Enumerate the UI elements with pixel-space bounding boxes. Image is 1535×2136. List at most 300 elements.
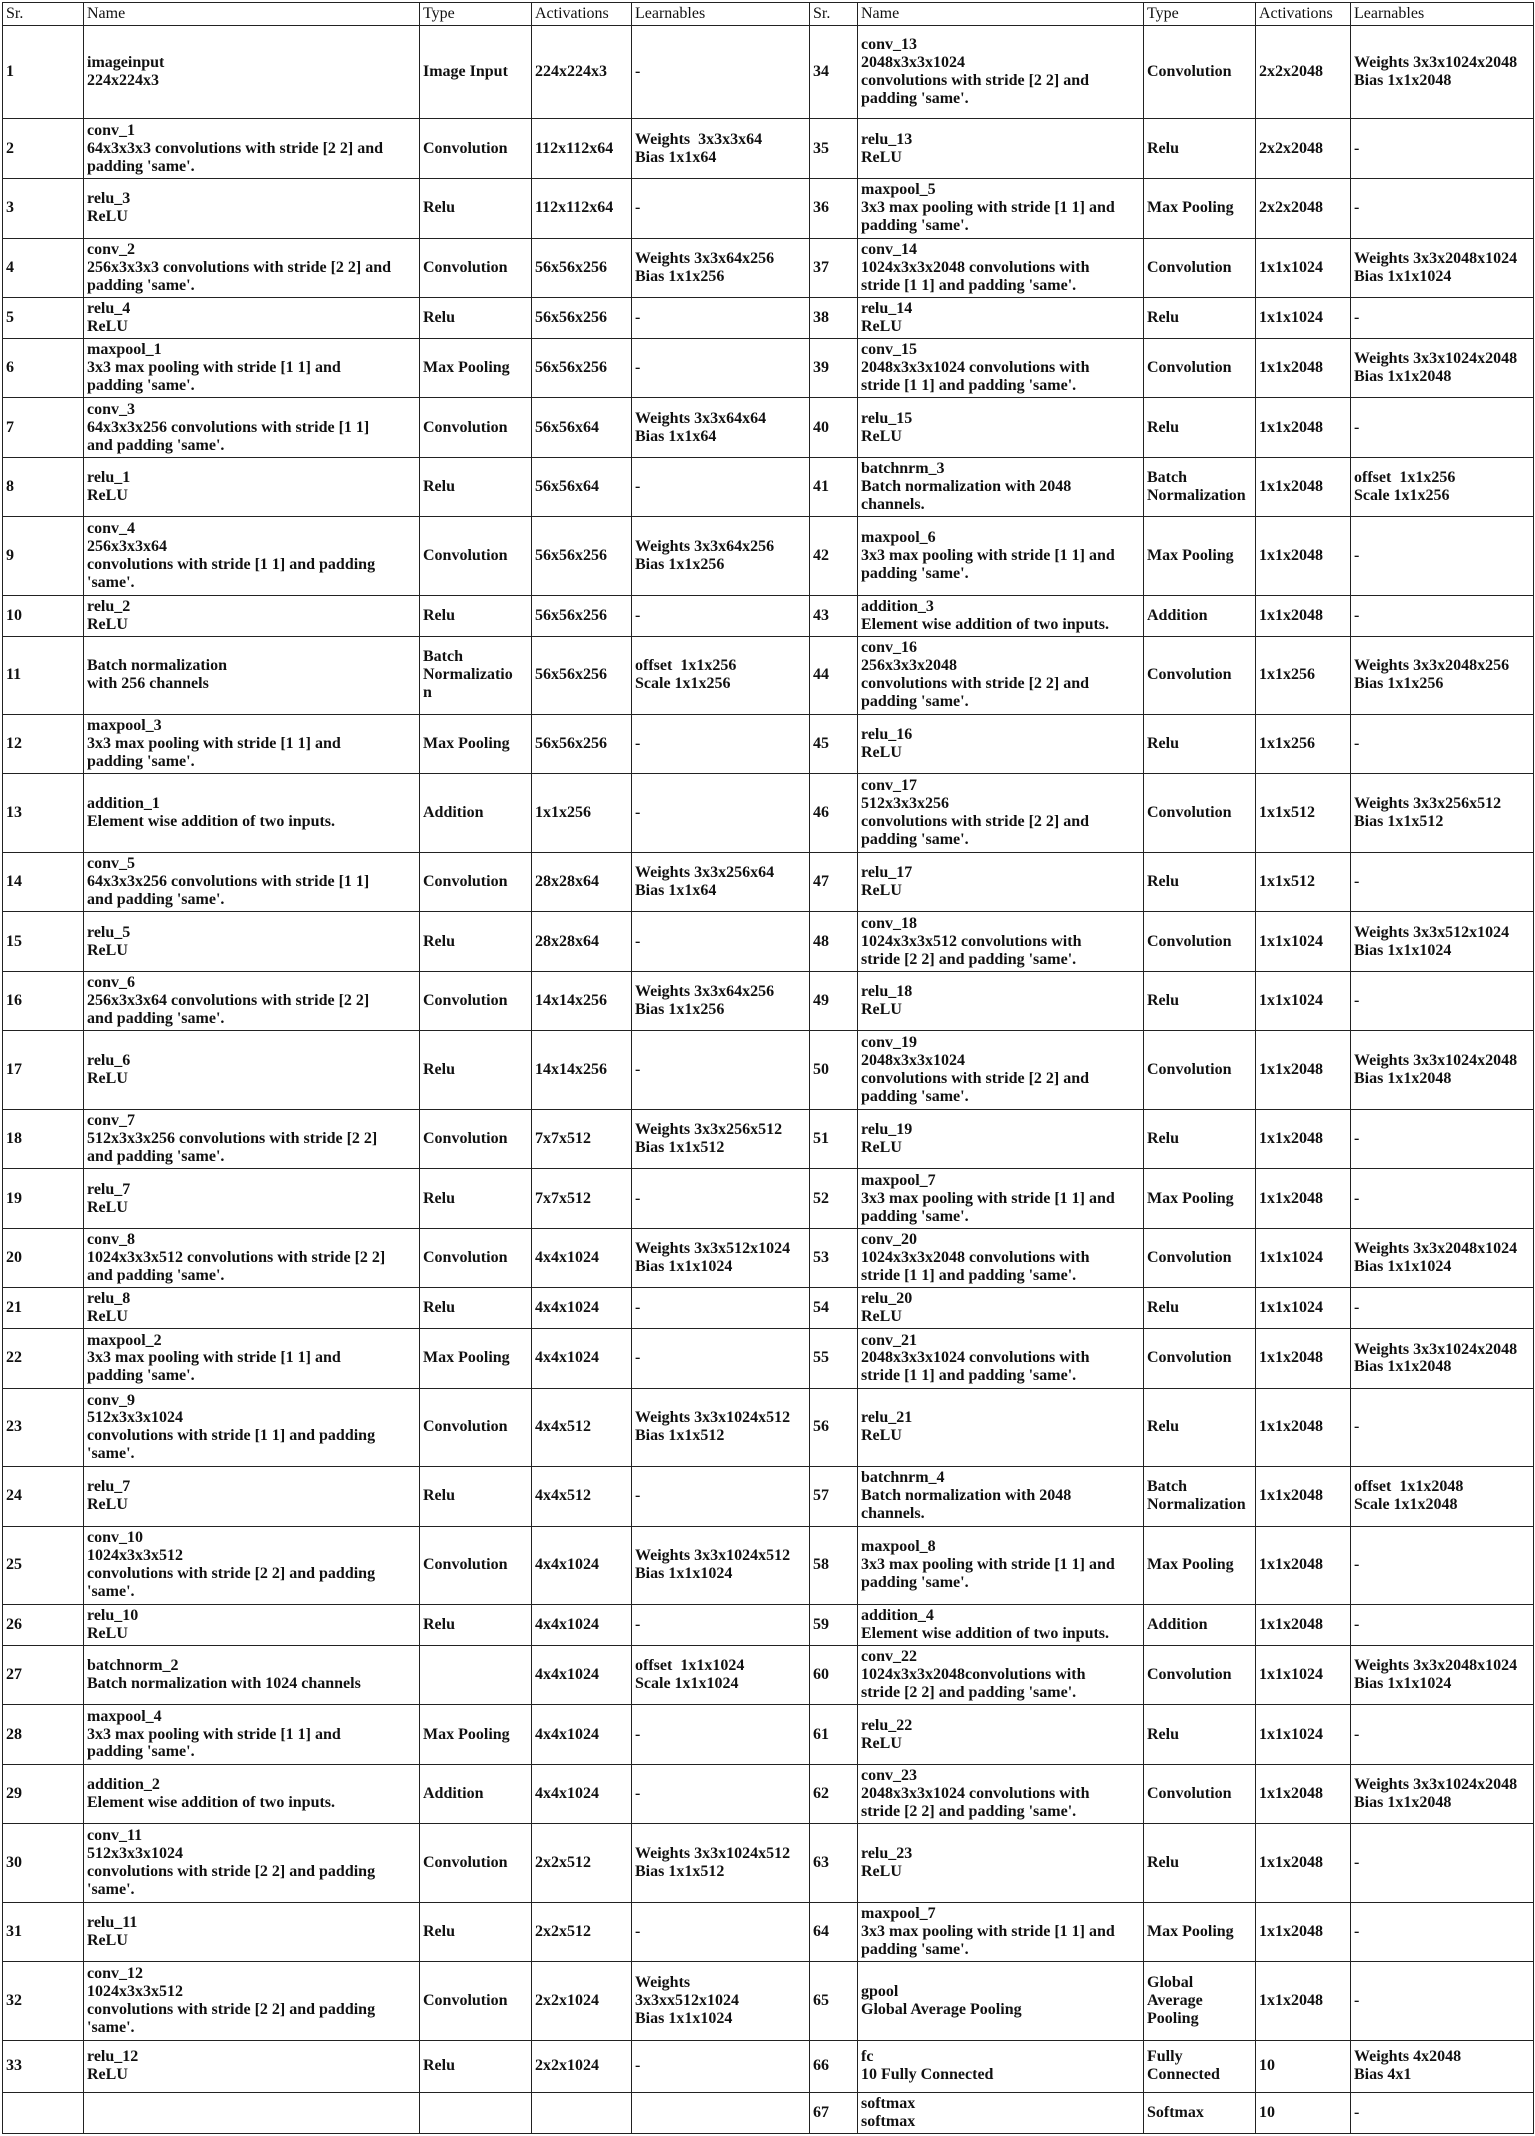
- cell-line: Relu: [423, 606, 455, 624]
- table-row: [3, 1604, 1534, 1645]
- cell-line: Relu: [1147, 139, 1179, 157]
- name-cell: [84, 852, 420, 912]
- cell-line: -: [1354, 873, 1360, 891]
- cell-line: Max Pooling: [1147, 547, 1234, 565]
- cell-line: conv_6: [87, 974, 135, 992]
- activations-cell: 56x56x256: [532, 595, 632, 636]
- cell-line: padding 'same'.: [861, 90, 969, 108]
- cell-line: Convolution: [423, 418, 508, 436]
- sr-cell: 39: [810, 338, 858, 398]
- table-row: [3, 1388, 1534, 1466]
- cell-line: Image Input: [423, 63, 508, 81]
- learnables-cell: [632, 852, 810, 912]
- cell-line: Relu: [423, 1923, 455, 1940]
- cell-line: and padding 'same'.: [87, 1010, 225, 1028]
- cell-line: -: [1354, 1991, 1360, 2009]
- cell-line: padding 'same'.: [861, 1940, 969, 1958]
- type-cell: [420, 457, 532, 517]
- name-cell: [84, 1604, 420, 1645]
- name-cell: [84, 338, 420, 398]
- cell-line: Weights 3x3x1024x512: [635, 1845, 791, 1863]
- cell-line: relu_10: [87, 1606, 139, 1624]
- activations-cell: 1x1x2048: [1256, 1604, 1351, 1645]
- cell-line: softmax: [861, 2095, 916, 2113]
- activations-cell: 56x56x256: [532, 238, 632, 298]
- type-cell: [1144, 1645, 1256, 1705]
- cell-line: conv_14: [861, 240, 917, 258]
- cell-line: Bias 1x1x1024: [1354, 267, 1452, 285]
- table-row: [3, 912, 1534, 972]
- cell-line: Convolution: [423, 547, 508, 565]
- cell-line: Addition: [423, 804, 484, 822]
- activations-cell: 2x2x1024: [532, 1962, 632, 2040]
- type-cell: [420, 398, 532, 458]
- cell-line: 1024x3x3x2048 convolutions with: [861, 258, 1090, 276]
- sr-cell: 16: [3, 971, 84, 1031]
- cell-line: Element wise addition of two inputs.: [861, 615, 1110, 633]
- cell-line: Average: [1147, 1991, 1203, 2009]
- cell-line: -: [635, 804, 641, 822]
- cell-line: ReLU: [87, 1070, 128, 1088]
- cell-line: 64x3x3x256 convolutions with stride [1 1]: [87, 418, 370, 436]
- cell-line: -: [1354, 735, 1360, 753]
- activations-cell: 1x1x2048: [1256, 457, 1351, 517]
- name-cell: [858, 1764, 1144, 1824]
- name-cell: [858, 298, 1144, 339]
- name-cell: [858, 595, 1144, 636]
- cell-line: offset 1x1x2048: [1354, 1478, 1464, 1496]
- cell-line: padding 'same'.: [87, 276, 195, 294]
- cell-line: Weights 3x3x64x256: [635, 538, 775, 556]
- activations-cell: 4x4x1024: [532, 1329, 632, 1389]
- name-cell: [84, 26, 420, 119]
- cell-line: 'same'.: [87, 2018, 135, 2036]
- cell-line: convolutions with stride [2 2] and: [861, 813, 1090, 831]
- type-cell: [420, 119, 532, 179]
- activations-cell: 4x4x1024: [532, 1645, 632, 1705]
- cell-line: ReLU: [861, 148, 902, 166]
- sr-cell: 24: [3, 1467, 84, 1527]
- cell-line: Weights 3x3x1024x512: [635, 1547, 791, 1565]
- type-cell: [420, 1109, 532, 1169]
- cell-line: stride [2 2] and padding 'same'.: [861, 950, 1077, 968]
- name-cell: [858, 1169, 1144, 1229]
- sr-cell: 22: [3, 1329, 84, 1389]
- sr-cell: 63: [810, 1824, 858, 1902]
- table-row: [3, 774, 1534, 852]
- table-row: [3, 1467, 1534, 1527]
- cell-line: maxpool_6: [861, 529, 936, 547]
- cell-line: Convolution: [423, 1556, 508, 1574]
- name-cell: [84, 1388, 420, 1466]
- activations-cell: 10: [1256, 2040, 1351, 2092]
- cell-line: relu_11: [87, 1914, 138, 1932]
- cell-line: Weights 3x3x64x64: [635, 409, 767, 427]
- activations-cell: 112x112x64: [532, 119, 632, 179]
- cell-line: padding 'same'.: [861, 217, 969, 235]
- sr-cell: 23: [3, 1388, 84, 1466]
- learnables-cell: [1351, 912, 1534, 972]
- activations-cell: 4x4x512: [532, 1388, 632, 1466]
- cell-line: Relu: [1147, 1854, 1179, 1872]
- cell-line: -: [635, 1615, 641, 1633]
- name-cell: [858, 1388, 1144, 1466]
- type-cell: [1144, 1228, 1256, 1288]
- cell-line: convolutions with stride [2 2] and: [861, 675, 1090, 693]
- activations-cell: 1x1x2048: [1256, 595, 1351, 636]
- table-row: [3, 1031, 1534, 1109]
- cell-line: padding 'same'.: [861, 1088, 969, 1106]
- type-cell: [1144, 971, 1256, 1031]
- cell-line: and padding 'same'.: [87, 891, 225, 909]
- activations-cell: 56x56x64: [532, 398, 632, 458]
- sr-cell: 55: [810, 1329, 858, 1389]
- name-cell: [858, 1645, 1144, 1705]
- sr-cell: 50: [810, 1031, 858, 1109]
- type-cell: [420, 912, 532, 972]
- sr-cell: 11: [3, 636, 84, 714]
- activations-cell: 1x1x256: [1256, 636, 1351, 714]
- cell-line: -: [1354, 1556, 1360, 1574]
- cell-line: Weights 3x3x1024x2048: [1354, 1340, 1518, 1358]
- sr-cell: 61: [810, 1705, 858, 1765]
- cell-line: Convolution: [423, 1249, 508, 1267]
- type-cell: [1144, 595, 1256, 636]
- name-cell: [858, 1705, 1144, 1765]
- activations-cell: 4x4x1024: [532, 1604, 632, 1645]
- header-type: Type: [1144, 3, 1256, 26]
- layers-table: [2, 2, 1534, 2134]
- learnables-cell: [1351, 457, 1534, 517]
- learnables-cell: [1351, 238, 1534, 298]
- type-cell: [420, 1902, 532, 1962]
- cell-line: convolutions with stride [2 2] and padding: [87, 1565, 376, 1583]
- learnables-cell: [1351, 1764, 1534, 1824]
- activations-cell: 1x1x2048: [1256, 1764, 1351, 1824]
- learnables-cell: [632, 178, 810, 238]
- type-cell: [420, 26, 532, 119]
- table-row: [3, 457, 1534, 517]
- cell-line: Convolution: [423, 139, 508, 157]
- cell-line: relu_22: [861, 1716, 913, 1734]
- table-row: [3, 178, 1534, 238]
- cell-line: Batch normalization with 2048: [861, 478, 1072, 496]
- name-cell: [858, 1902, 1144, 1962]
- cell-line: stride [1 1] and padding 'same'.: [861, 1367, 1077, 1385]
- type-cell: [1144, 714, 1256, 774]
- name-cell: [84, 298, 420, 339]
- cell-line: ReLU: [87, 1931, 128, 1949]
- cell-line: Convolution: [423, 992, 508, 1010]
- cell-line: 1024x3x3x512 convolutions with stride [2 2]: [87, 1249, 386, 1267]
- cell-line: 'same'.: [87, 1445, 135, 1463]
- learnables-cell: [632, 912, 810, 972]
- name-cell: [84, 457, 420, 517]
- cell-line: 2048x3x3x1024: [861, 1052, 965, 1070]
- cell-line: conv_1: [87, 121, 135, 139]
- type-cell: [1144, 178, 1256, 238]
- cell-line: relu_21: [861, 1409, 913, 1427]
- cell-line: -: [1354, 1189, 1360, 1207]
- cell-line: ReLU: [861, 882, 902, 900]
- cell-line: -: [1354, 1725, 1360, 1743]
- activations-cell: 1x1x1024: [1256, 971, 1351, 1031]
- cell-line: -: [1354, 1615, 1360, 1633]
- cell-line: channels.: [861, 1505, 925, 1523]
- table-row: [3, 119, 1534, 179]
- activations-cell: 14x14x256: [532, 1031, 632, 1109]
- header-sr: Sr.: [810, 3, 858, 26]
- cell-line: ReLU: [861, 1427, 902, 1445]
- cell-line: Convolution: [423, 1418, 508, 1436]
- cell-line: relu_17: [861, 864, 913, 882]
- header-learnables: Learnables: [632, 3, 810, 26]
- type-cell: [420, 595, 532, 636]
- cell-line: convolutions with stride [2 2] and: [861, 72, 1090, 90]
- cell-line: convolutions with stride [1 1] and padding: [87, 556, 376, 574]
- name-cell: [858, 1228, 1144, 1288]
- cell-line: conv_4: [87, 520, 135, 538]
- name-cell: [84, 1288, 420, 1329]
- name-cell: [858, 26, 1144, 119]
- type-cell: [420, 338, 532, 398]
- cell-line: Bias 1x1x1024: [1354, 1674, 1452, 1692]
- activations-cell: 56x56x256: [532, 714, 632, 774]
- activations-cell: 2x2x2048: [1256, 119, 1351, 179]
- cell-line: Relu: [1147, 1299, 1179, 1317]
- cell-line: Batch: [1147, 1478, 1187, 1496]
- cell-line: Relu: [423, 932, 455, 950]
- cell-line: Weights 3x3x512x1024: [635, 1240, 791, 1258]
- cell-line: Scale 1x1x256: [1354, 487, 1450, 505]
- cell-line: -: [635, 932, 641, 950]
- table-row: [3, 2040, 1534, 2092]
- cell-line: -: [635, 2057, 641, 2075]
- cell-line: relu_7: [87, 1180, 131, 1198]
- cell-line: ReLU: [87, 1496, 128, 1514]
- cell-line: convolutions with stride [2 2] and padding: [87, 2000, 376, 2018]
- learnables-cell: [1351, 595, 1534, 636]
- activations-cell: 2x2x1024: [532, 2040, 632, 2092]
- activations-cell: 1x1x2048: [1256, 1824, 1351, 1902]
- learnables-cell: [1351, 1824, 1534, 1902]
- type-cell: [1144, 1031, 1256, 1109]
- cell-line: with 256 channels: [87, 675, 209, 693]
- activations-cell: 4x4x1024: [532, 1705, 632, 1765]
- table-row: [3, 1169, 1534, 1229]
- sr-cell: 33: [3, 2040, 84, 2092]
- cell-line: Bias 1x1x512: [635, 1863, 725, 1881]
- cell-line: maxpool_3: [87, 717, 162, 735]
- type-cell: [1144, 1109, 1256, 1169]
- activations-cell: 4x4x1024: [532, 1526, 632, 1604]
- cell-line: Weights 3x3x3x64: [635, 130, 763, 148]
- cell-line: padding 'same'.: [87, 377, 195, 395]
- cell-line: Relu: [1147, 1130, 1179, 1148]
- cell-line: relu_20: [861, 1290, 913, 1308]
- cell-line: stride [1 1] and padding 'same'.: [861, 1267, 1077, 1285]
- sr-cell: 21: [3, 1288, 84, 1329]
- cell-line: Batch normalization with 2048: [861, 1487, 1072, 1505]
- sr-cell: 9: [3, 517, 84, 595]
- name-cell: [84, 971, 420, 1031]
- activations-cell: 56x56x256: [532, 298, 632, 339]
- cell-line: stride [1 1] and padding 'same'.: [861, 377, 1077, 395]
- sr-cell: 14: [3, 852, 84, 912]
- cell-line: Weights 3x3x2048x256: [1354, 657, 1510, 675]
- cell-line: relu_14: [861, 300, 913, 318]
- cell-line: 512x3x3x1024: [87, 1409, 183, 1427]
- cell-line: maxpool_7: [861, 1905, 936, 1923]
- cell-line: -: [635, 1299, 641, 1317]
- learnables-cell: [1351, 1169, 1534, 1229]
- activations-cell: 7x7x512: [532, 1109, 632, 1169]
- cell-line: Weights 3x3x256x64: [635, 864, 775, 882]
- cell-line: offset 1x1x256: [1354, 469, 1456, 487]
- learnables-cell: [1351, 398, 1534, 458]
- activations-cell: 2x2x512: [532, 1824, 632, 1902]
- cell-line: relu_15: [861, 409, 913, 427]
- cell-line: maxpool_7: [861, 1171, 936, 1189]
- cell-line: fc: [861, 2048, 874, 2066]
- cell-line: Relu: [423, 1061, 455, 1079]
- table-row: [3, 1228, 1534, 1288]
- cell-line: 3x3 max pooling with stride [1 1] and: [861, 199, 1115, 217]
- learnables-cell: [1351, 1467, 1534, 1527]
- cell-line: Bias 1x1x64: [635, 427, 717, 445]
- sr-cell: 53: [810, 1228, 858, 1288]
- cell-line: -: [1354, 547, 1360, 565]
- cell-line: Bias 1x1x2048: [1354, 1794, 1452, 1812]
- cell-line: 3x3 max pooling with stride [1 1] and: [87, 1725, 341, 1743]
- cell-line: batchnrm_3: [861, 460, 945, 478]
- activations-cell: [532, 2093, 632, 2134]
- learnables-cell: [1351, 1705, 1534, 1765]
- cell-line: Relu: [1147, 1725, 1179, 1743]
- table-row: [3, 398, 1534, 458]
- type-cell: [1144, 1902, 1256, 1962]
- name-cell: [84, 1169, 420, 1229]
- name-cell: [84, 1228, 420, 1288]
- name-cell: [858, 2040, 1144, 2092]
- learnables-cell: [632, 774, 810, 852]
- type-cell: [420, 517, 532, 595]
- activations-cell: 1x1x1024: [1256, 238, 1351, 298]
- sr-cell: 66: [810, 2040, 858, 2092]
- sr-cell: 1: [3, 26, 84, 119]
- sr-cell: 10: [3, 595, 84, 636]
- cell-line: Convolution: [423, 1991, 508, 2009]
- sr-cell: 15: [3, 912, 84, 972]
- cell-line: Element wise addition of two inputs.: [87, 1794, 336, 1812]
- cell-line: 256x3x3x2048: [861, 657, 957, 675]
- sr-cell: 18: [3, 1109, 84, 1169]
- cell-line: Relu: [423, 309, 455, 326]
- type-cell: [1144, 1604, 1256, 1645]
- sr-cell: 35: [810, 119, 858, 179]
- name-cell: [858, 1962, 1144, 2040]
- sr-cell: 8: [3, 457, 84, 517]
- type-cell: [1144, 1467, 1256, 1527]
- sr-cell: 41: [810, 457, 858, 517]
- cell-line: Max Pooling: [423, 1349, 510, 1367]
- activations-cell: 1x1x2048: [1256, 338, 1351, 398]
- activations-cell: 4x4x1024: [532, 1288, 632, 1329]
- sr-cell: 17: [3, 1031, 84, 1109]
- type-cell: [1144, 2040, 1256, 2092]
- learnables-cell: [632, 1902, 810, 1962]
- learnables-cell: [632, 595, 810, 636]
- type-cell: [1144, 912, 1256, 972]
- cell-line: padding 'same'.: [87, 1367, 195, 1385]
- sr-cell: 60: [810, 1645, 858, 1705]
- cell-line: 1024x3x3x512: [87, 1547, 183, 1565]
- sr-cell: 7: [3, 398, 84, 458]
- cell-line: Max Pooling: [1147, 1923, 1234, 1940]
- cell-line: -: [1354, 2104, 1360, 2122]
- cell-line: Convolution: [423, 1854, 508, 1872]
- type-cell: [420, 1329, 532, 1389]
- cell-line: Relu: [1147, 735, 1179, 753]
- name-cell: [858, 398, 1144, 458]
- learnables-cell: [632, 1329, 810, 1389]
- cell-line: padding 'same'.: [861, 693, 969, 711]
- activations-cell: 1x1x2048: [1256, 1109, 1351, 1169]
- cell-line: padding 'same'.: [861, 831, 969, 849]
- cell-line: and padding 'same'.: [87, 436, 225, 454]
- name-cell: [84, 1764, 420, 1824]
- header-name: Name: [858, 3, 1144, 26]
- learnables-cell: [1351, 1329, 1534, 1389]
- cell-line: Softmax: [1147, 2104, 1204, 2122]
- learnables-cell: [632, 1109, 810, 1169]
- cell-line: 224x224x3: [87, 72, 159, 90]
- cell-line: Weights 4x2048: [1354, 2048, 1462, 2066]
- cell-line: ReLU: [87, 615, 128, 633]
- learnables-cell: [632, 1288, 810, 1329]
- sr-cell: 36: [810, 178, 858, 238]
- cell-line: -: [1354, 1854, 1360, 1872]
- name-cell: [858, 517, 1144, 595]
- table-row: [3, 2093, 1534, 2134]
- type-cell: [420, 2040, 532, 2092]
- cell-line: 'same'.: [87, 574, 135, 592]
- cell-line: conv_11: [87, 1827, 143, 1845]
- cell-line: 3x3 max pooling with stride [1 1] and: [861, 547, 1115, 565]
- cell-line: 10 Fully Connected: [861, 2066, 994, 2084]
- cell-line: offset 1x1x1024: [635, 1657, 745, 1675]
- cell-line: offset 1x1x256: [635, 657, 737, 675]
- learnables-cell: [632, 238, 810, 298]
- name-cell: [84, 774, 420, 852]
- activations-cell: 2x2x2048: [1256, 26, 1351, 119]
- name-cell: [858, 852, 1144, 912]
- header-row: [3, 3, 1534, 26]
- cell-line: Addition: [1147, 1615, 1208, 1633]
- cell-line: Relu: [1147, 418, 1179, 436]
- cell-line: -: [635, 1349, 641, 1367]
- sr-cell: 59: [810, 1604, 858, 1645]
- type-cell: [1144, 1388, 1256, 1466]
- cell-line: ReLU: [87, 2066, 128, 2084]
- learnables-cell: [1351, 1388, 1534, 1466]
- cell-line: Element wise addition of two inputs.: [87, 813, 336, 831]
- cell-line: Weights 3x3x1024x2048: [1354, 54, 1518, 72]
- learnables-cell: [632, 636, 810, 714]
- name-cell: [858, 912, 1144, 972]
- sr-cell: 64: [810, 1902, 858, 1962]
- learnables-cell: [1351, 178, 1534, 238]
